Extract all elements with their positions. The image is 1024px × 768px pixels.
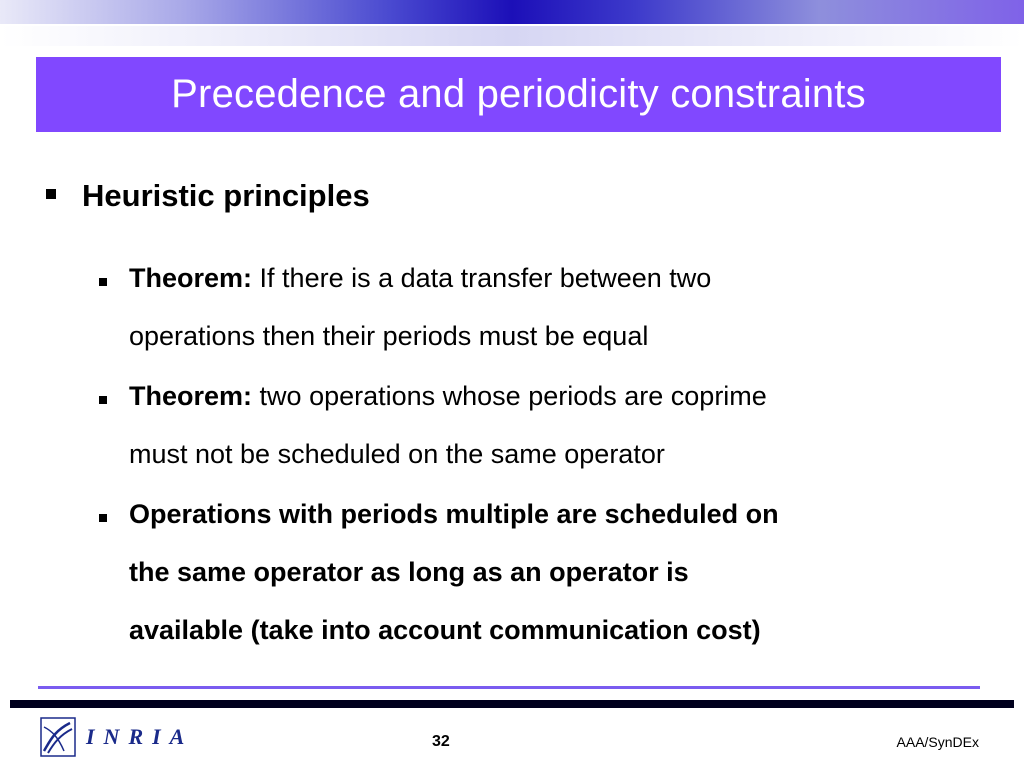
list-item-text bbox=[129, 485, 779, 659]
top-gradient-band bbox=[0, 0, 1024, 24]
item-line: operations then their periods must be equal bbox=[129, 321, 649, 351]
item-line: available (take into account communication cost) bbox=[129, 615, 761, 645]
footer-divider bbox=[38, 686, 980, 689]
item-line: the same operator as long as an operator is bbox=[129, 557, 689, 587]
square-bullet-icon bbox=[46, 189, 56, 199]
footer-bar bbox=[10, 700, 1014, 708]
item-line: two operations whose periods are coprime bbox=[259, 381, 767, 411]
footer-label: AAA/SynDEx bbox=[896, 734, 979, 750]
item-prefix: Theorem: bbox=[129, 381, 253, 411]
item-line: If there is a data transfer between two bbox=[259, 263, 712, 293]
list-item bbox=[99, 498, 979, 659]
page-number: 32 bbox=[432, 733, 450, 750]
top-light-band bbox=[0, 26, 1024, 46]
item-prefix: Theorem: bbox=[129, 263, 253, 293]
list-item bbox=[99, 380, 979, 483]
inria-logo-mark-icon bbox=[40, 717, 76, 757]
item-line: must not be scheduled on the same operator bbox=[129, 439, 665, 469]
list-item-text bbox=[129, 249, 711, 365]
heading-text: Heuristic principles bbox=[82, 178, 370, 213]
heading-bullet bbox=[46, 176, 370, 216]
square-bullet-icon bbox=[99, 278, 107, 286]
slide-title: Precedence and periodicity constraints bbox=[171, 72, 866, 116]
logo-text: INRIA bbox=[86, 724, 194, 749]
list-item bbox=[99, 262, 979, 365]
square-bullet-icon bbox=[99, 396, 107, 404]
title-banner bbox=[36, 57, 1001, 132]
square-bullet-icon bbox=[99, 514, 107, 522]
list-item-text bbox=[129, 367, 767, 483]
inria-logo bbox=[40, 716, 200, 758]
item-line: Operations with periods multiple are scheduled on bbox=[129, 499, 779, 529]
